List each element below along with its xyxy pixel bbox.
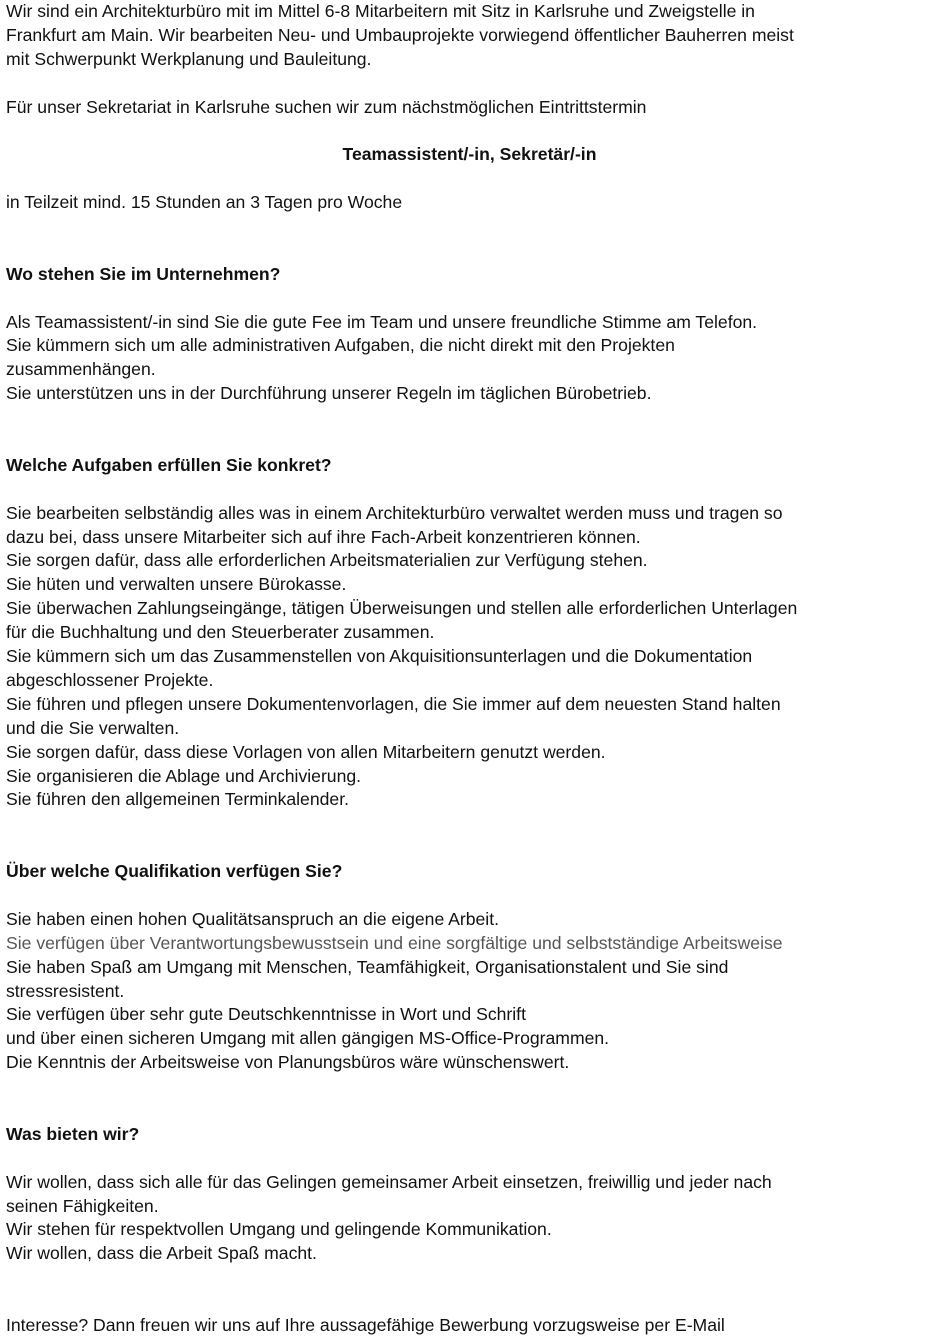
- text-line: Sie überwachen Zahlungseingänge, tätigen Überweisungen und stellen alle erforderlichen Unterlagen: [6, 598, 798, 619]
- text-line: Wir wollen, dass die Arbeit Spaß macht.: [6, 1243, 317, 1264]
- text-line: Sie unterstützen uns in der Durchführung unserer Regeln im täglichen Bürobetrieb.: [6, 383, 652, 404]
- blank-line: [6, 812, 928, 836]
- text-line: Sie sorgen dafür, dass diese Vorlagen von allen Mitarbeitern genutzt werden.: [6, 741, 606, 762]
- tasks-section: [6, 454, 928, 812]
- text-line: dazu bei, dass unsere Mitarbeiter sich auf ihre Fach-Arbeit konzentrieren können.: [6, 526, 641, 547]
- text-line: Sie haben Spaß am Umgang mit Menschen, Teamfähigkeit, Organisationstalent und Sie sind: [6, 956, 729, 977]
- text-line: Sie sorgen dafür, dass alle erforderlichen Arbeitsmaterialien zur Verfügung stehen.: [6, 550, 648, 571]
- blank-line: [6, 1147, 928, 1171]
- text-line: Die Kenntnis der Arbeitsweise von Planungsbüros wäre wünschenswert.: [6, 1052, 570, 1073]
- blank-line: [6, 1290, 928, 1314]
- blank-line: [6, 239, 928, 263]
- blank-line: [6, 215, 928, 239]
- blank-line: [6, 72, 928, 96]
- text-line: und über einen sicheren Umgang mit allen gängigen MS-Office-Programmen.: [6, 1028, 610, 1049]
- text-line: Sie verfügen über Verantwortungsbewusstsein und eine sorgfältige und selbstständige Arbeitsweise: [6, 932, 783, 953]
- text-line: für die Buchhaltung und den Steuerberater zusammen.: [6, 622, 435, 643]
- closing-line: Interesse? Dann freuen wir uns auf Ihre aussagefähige Bewerbung vorzugsweise per E-Mail: [6, 1314, 725, 1335]
- blank-line: [6, 1266, 928, 1290]
- section-heading: Welche Aufgaben erfüllen Sie konkret?: [6, 454, 332, 475]
- text-line: Frankfurt am Main. Wir bearbeiten Neu- und Umbauprojekte vorwiegend öffentlicher Bauherren meist: [6, 24, 794, 45]
- text-line: Wir wollen, dass sich alle für das Gelingen gemeinsamer Arbeit einsetzen, freiwillig und jeder nach: [6, 1171, 772, 1192]
- job-title: Teamassistent/-in, Sekretär/-in: [342, 144, 597, 165]
- blank-line: [6, 1099, 928, 1123]
- text-line: Als Teamassistent/-in sind Sie die gute Fee im Team und unsere freundliche Stimme am Telefon.: [6, 311, 758, 332]
- blank-line: [6, 119, 928, 143]
- blank-line: [6, 884, 928, 908]
- search-line: Für unser Sekretariat in Karlsruhe suchen wir zum nächstmöglichen Eintrittstermin: [6, 96, 647, 117]
- blank-line: [6, 287, 928, 311]
- text-line: Sie bearbeiten selbständig alles was in einem Architekturbüro verwaltet werden muss und tragen so: [6, 502, 783, 523]
- text-line: zusammenhängen.: [6, 359, 156, 380]
- text-line: Sie hüten und verwalten unsere Bürokasse.: [6, 574, 347, 595]
- blank-line: [6, 406, 928, 430]
- text-line: Sie führen und pflegen unsere Dokumentenvorlagen, die Sie immer auf dem neuesten Stand halten: [6, 693, 781, 714]
- text-line: und die Sie verwalten.: [6, 717, 180, 738]
- intro-paragraph: [6, 0, 928, 72]
- section-heading: Wo stehen Sie im Unternehmen?: [6, 263, 281, 284]
- section-heading: Was bieten wir?: [6, 1123, 140, 1144]
- blank-line: [6, 167, 928, 191]
- position-section: [6, 263, 928, 406]
- text-line: Sie verfügen über sehr gute Deutschkenntnisse in Wort und Schrift: [6, 1004, 526, 1025]
- text-line: Sie führen den allgemeinen Terminkalender.: [6, 789, 349, 810]
- text-line: mit Schwerpunkt Werkplanung und Bauleitung.: [6, 48, 372, 69]
- qualification-section: [6, 860, 928, 1075]
- text-line: Sie kümmern sich um alle administrativen Aufgaben, die nicht direkt mit den Projekten: [6, 335, 675, 356]
- text-line: Wir sind ein Architekturbüro mit im Mittel 6-8 Mitarbeitern mit Sitz in Karlsruhe und Zweigstelle in: [6, 1, 755, 21]
- blank-line: [6, 1075, 928, 1099]
- text-line: Wir stehen für respektvollen Umgang und gelingende Kommunikation.: [6, 1219, 552, 1240]
- blank-line: [6, 478, 928, 502]
- hours-line: in Teilzeit mind. 15 Stunden an 3 Tagen pro Woche: [6, 192, 403, 213]
- blank-line: [6, 430, 928, 454]
- text-line: Sie kümmern sich um das Zusammenstellen von Akquisitionsunterlagen und die Dokumentation: [6, 646, 753, 667]
- offer-section: [6, 1123, 928, 1266]
- text-line: seinen Fähigkeiten.: [6, 1195, 159, 1216]
- section-heading: Über welche Qualifikation verfügen Sie?: [6, 861, 343, 882]
- job-posting-document: [6, 0, 928, 1338]
- text-line: Sie organisieren die Ablage und Archivierung.: [6, 765, 362, 786]
- text-line: abgeschlossener Projekte.: [6, 669, 214, 690]
- text-line: stressresistent.: [6, 980, 125, 1001]
- blank-line: [6, 836, 928, 860]
- text-line: Sie haben einen hohen Qualitätsanspruch an die eigene Arbeit.: [6, 908, 499, 929]
